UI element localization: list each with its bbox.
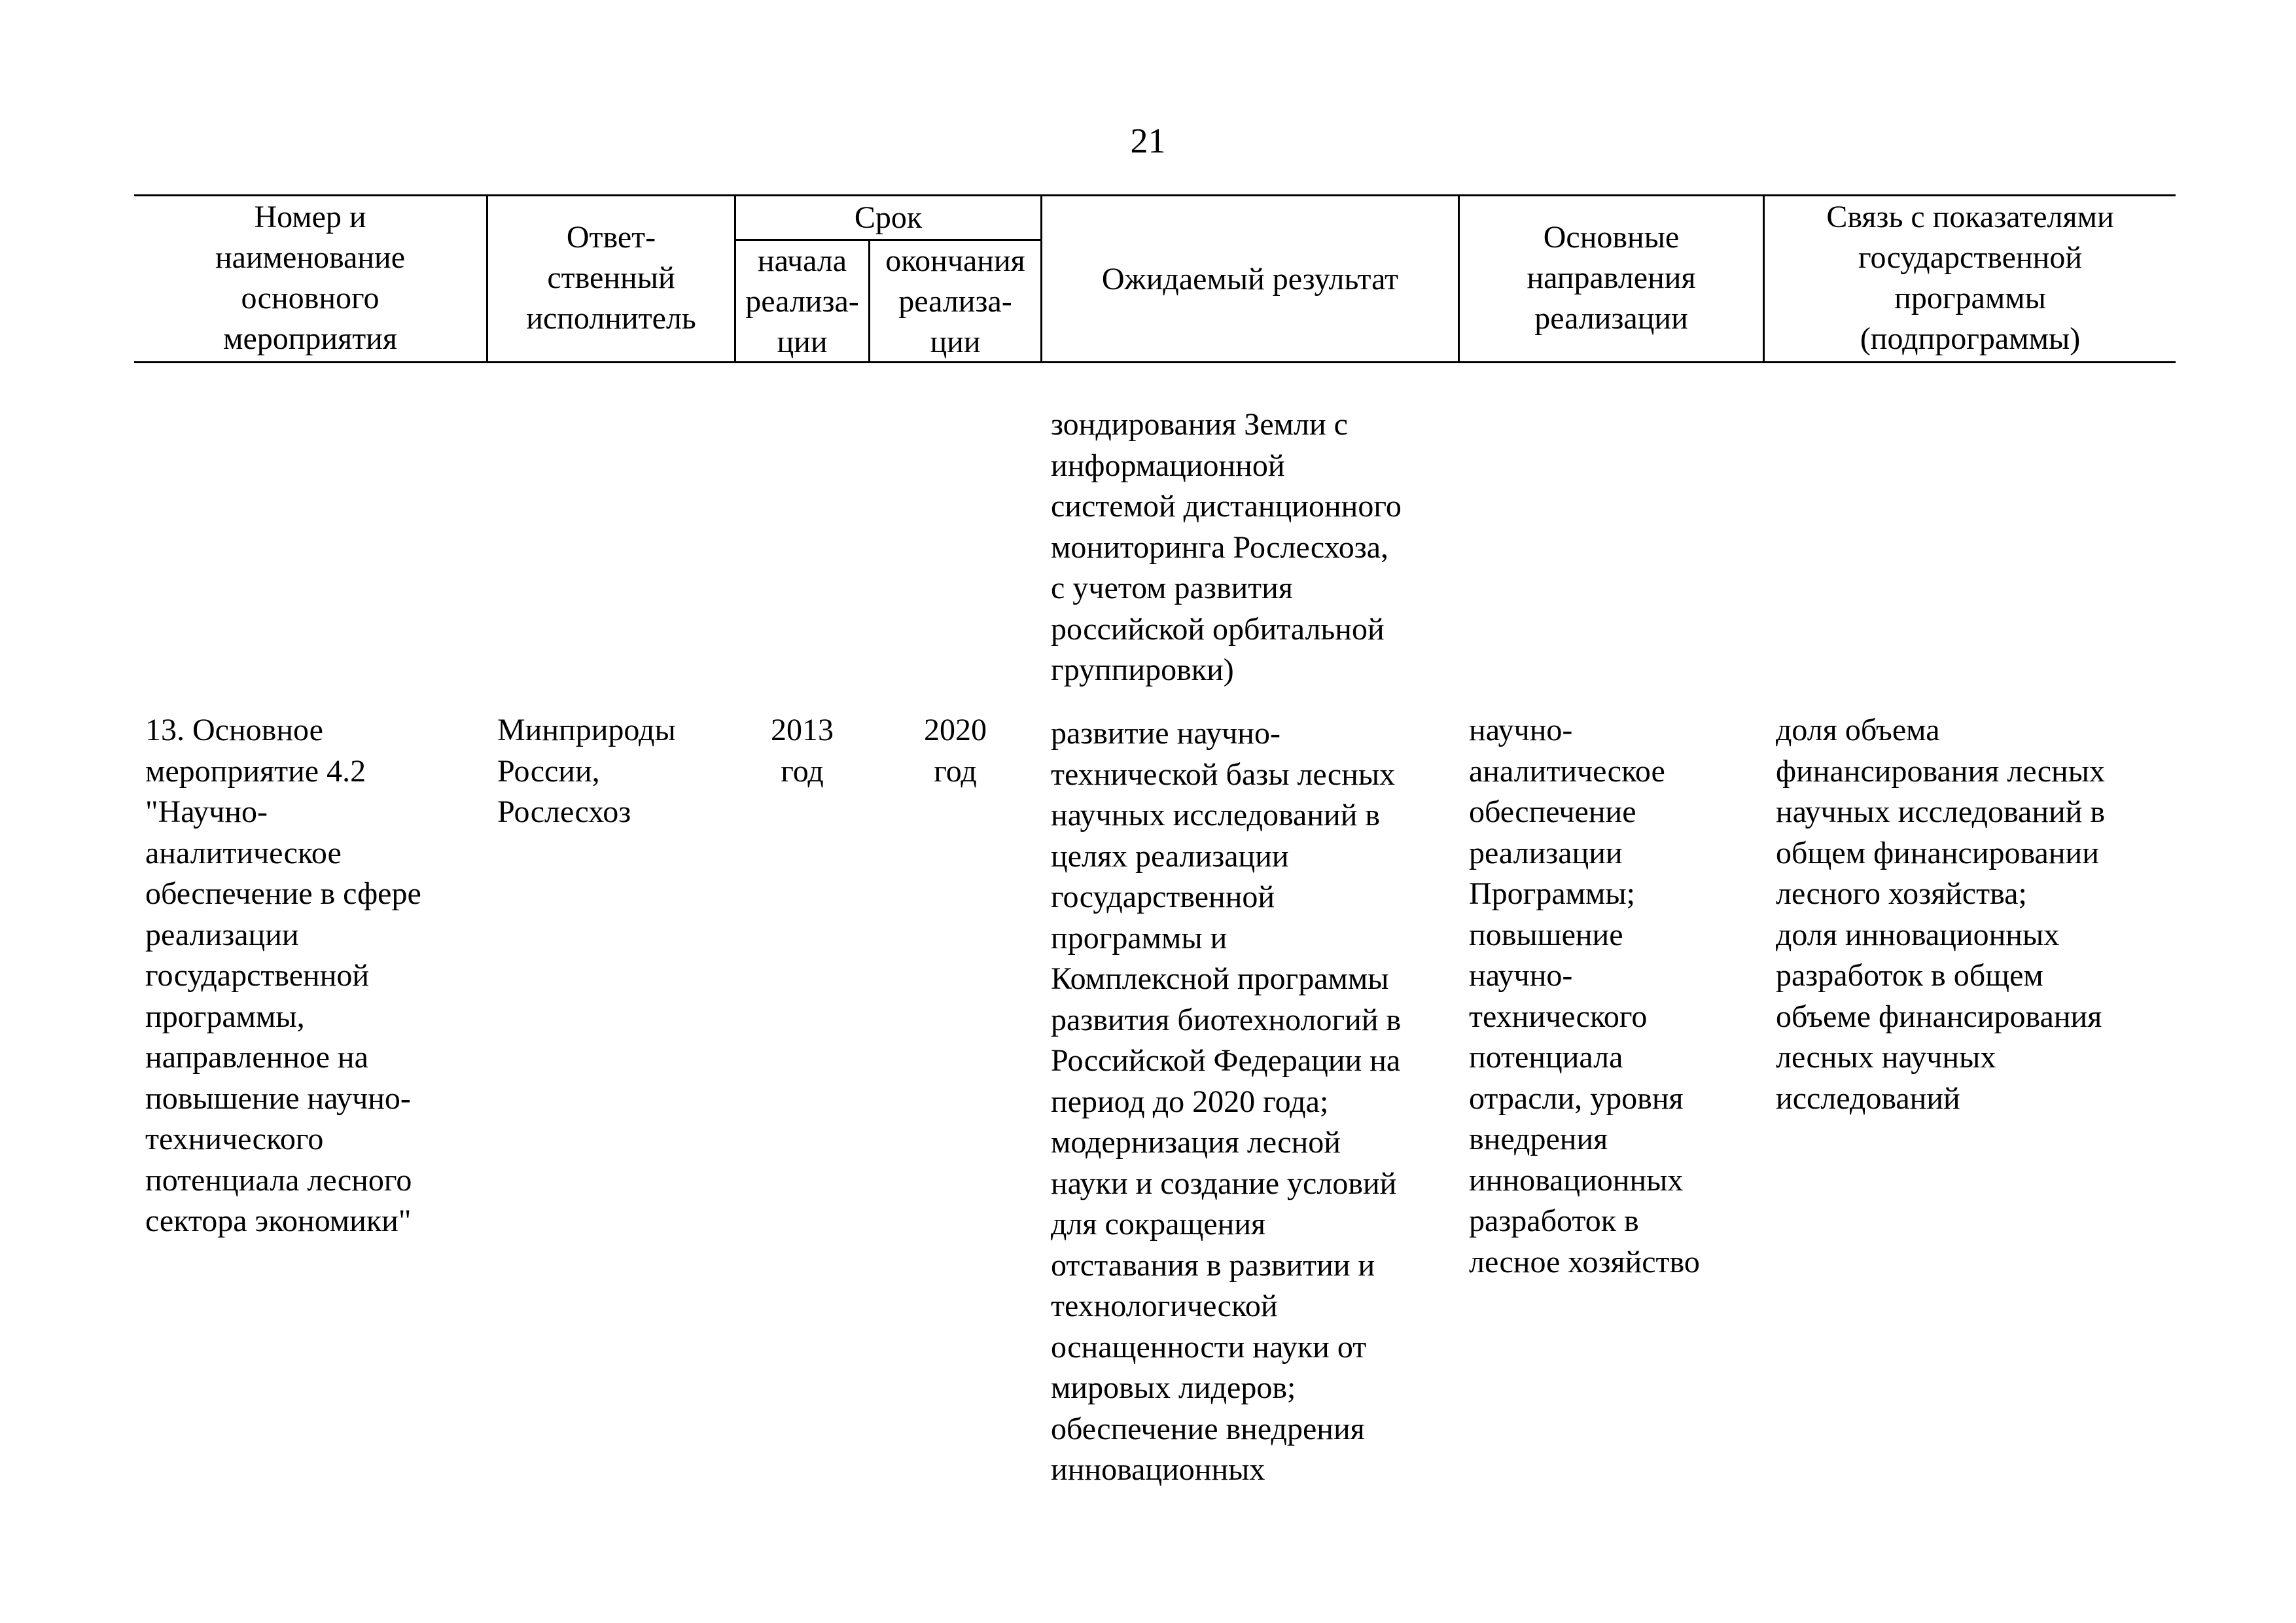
- row-executor: Минприроды России, Рослесхоз: [497, 713, 676, 829]
- table-top-rule: [134, 194, 2176, 196]
- header-directions: Основные направления реализации: [1527, 220, 1696, 336]
- header-end: окончания реализа- ции: [885, 243, 1025, 359]
- row-name: 13. Основное мероприятие 4.2 "Научно- аналитическое обеспечение в сфере реализации государственной программы, направленное на повышение научно- технического потенциала лесного сектора экономики": [145, 713, 421, 1238]
- page-number: 21: [1130, 121, 1166, 160]
- header-link: Связь с показателями государственной программы (подпрограммы): [1826, 200, 2114, 356]
- header-name: Номер и наименование основного мероприятия: [215, 200, 406, 356]
- header-executor: Ответ- ственный исполнитель: [526, 220, 696, 336]
- header-term: Срок: [854, 200, 923, 235]
- header-result: Ожидаемый результат: [1101, 262, 1399, 296]
- header-start: начала реализа- ции: [745, 243, 859, 359]
- table-header-bottom-rule: [134, 361, 2176, 363]
- row-link: доля объема финансирования лесных научных исследований в общем финансировании лесного хозяйства; доля инновационных разработок в общем объеме финансирования лесных научных исследований: [1776, 713, 2106, 1116]
- row-result: развитие научно- технической базы лесных научных исследований в целях реализации государственной программы и Комплексной программы развития биотехнологий в Российской Федерации на период до 2020 года; модернизация лесной науки и создание условий для сокращения отставания в развитии и технологической оснащенности науки от мировых лидеров; обеспечение внедрения инновационных: [1051, 716, 1402, 1487]
- row-end: 2020 год: [924, 713, 987, 789]
- row-directions: научно- аналитическое обеспечение реализации Программы; повышение научно- технического потенциала отрасли, уровня внедрения инновационных разработок в лесное хозяйство: [1469, 713, 1700, 1279]
- result-continuation: зондирования Земли с информационной системой дистанционного мониторинга Рослесхоза, с учетом развития российской орбитальной группировки): [1051, 407, 1402, 687]
- row-start: 2013 год: [771, 713, 834, 789]
